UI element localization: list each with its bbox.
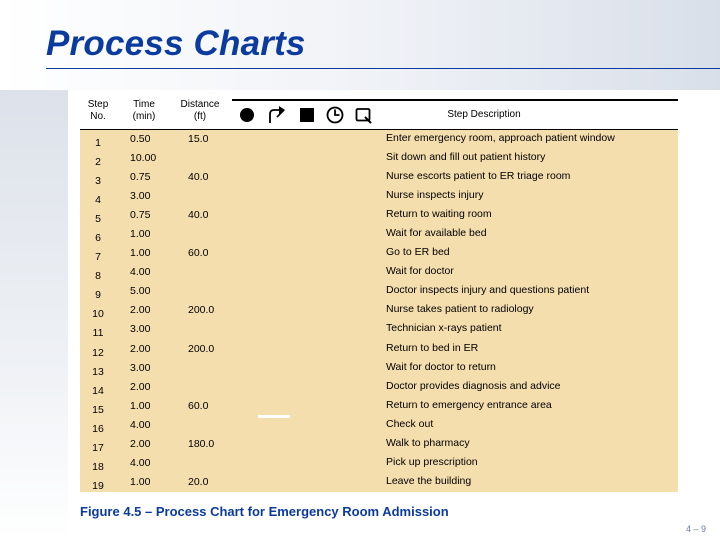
table-row [80, 397, 678, 416]
time-cell: 1.00 [130, 247, 151, 260]
description-cell: Leave the building [386, 474, 472, 487]
header-time-line1: Time [133, 99, 155, 110]
header-step-line2: No. [90, 111, 106, 122]
slide-title: Process Charts [46, 24, 306, 63]
table-row [80, 378, 678, 397]
time-cell: 4.00 [130, 418, 151, 431]
header-distance-line1: Distance [180, 99, 220, 110]
step-cell: 13 [92, 365, 104, 378]
operation-icon [236, 104, 258, 126]
description-cell: Technician x-rays patient [386, 322, 502, 335]
header-top-rule [232, 99, 678, 101]
time-cell: 2.00 [130, 380, 151, 393]
header-step-line1: Step [87, 99, 109, 110]
table-row [80, 168, 678, 187]
distance-cell: 60.0 [188, 247, 209, 260]
description-cell: Nurse escorts patient to ER triage room [386, 170, 571, 183]
table-row [80, 263, 678, 282]
step-cell: 12 [92, 346, 104, 359]
time-cell: 1.00 [130, 399, 151, 412]
step-cell: 10 [92, 308, 104, 321]
step-cell: 3 [95, 175, 101, 188]
step-cell: 18 [92, 460, 104, 473]
distance-cell: 40.0 [188, 171, 209, 184]
step-cell: 8 [95, 270, 101, 283]
description-cell: Doctor inspects injury and questions patient [386, 284, 590, 297]
time-cell: 2.00 [130, 342, 151, 355]
description-cell: Wait for doctor [386, 265, 454, 278]
distance-cell: 180.0 [188, 437, 215, 450]
description-cell: Go to ER bed [386, 246, 450, 259]
table-row [80, 187, 678, 206]
step-cell: 6 [95, 232, 101, 245]
step-cell: 4 [95, 194, 101, 207]
table-row [80, 454, 678, 473]
table-row [80, 130, 678, 149]
table-row [80, 244, 678, 263]
step-cell: 17 [92, 441, 104, 454]
header-distance [172, 99, 228, 131]
left-gradient-strip [0, 90, 68, 540]
distance-cell: 200.0 [188, 304, 215, 317]
time-cell: 4.00 [130, 266, 151, 279]
header-time-line2: (min) [132, 111, 156, 122]
table-row [80, 225, 678, 244]
step-cell: 14 [92, 384, 104, 397]
delay-icon [324, 104, 346, 126]
table-row [80, 359, 678, 378]
time-cell: 3.00 [130, 190, 151, 203]
description-cell: Enter emergency room, approach patient window [386, 132, 615, 144]
distance-cell: 20.0 [188, 475, 209, 488]
transportation-icon [266, 104, 288, 126]
distance-cell: 200.0 [188, 342, 215, 355]
header-step-description: Step Description [447, 109, 521, 120]
time-cell: 1.00 [130, 475, 151, 488]
storage-icon [352, 104, 374, 126]
table-row [80, 282, 678, 301]
description-cell: Return to waiting room [386, 208, 492, 221]
time-cell: 3.00 [130, 361, 151, 374]
time-cell: 10.00 [130, 152, 157, 165]
description-cell: Wait for doctor to return [386, 360, 496, 373]
step-cell: 7 [95, 251, 101, 264]
time-cell: 4.00 [130, 456, 151, 469]
step-cell: 11 [92, 327, 104, 340]
inspection-icon [296, 104, 318, 126]
description-cell: Check out [386, 417, 434, 430]
description-cell: Nurse inspects injury [386, 189, 484, 202]
table-row [80, 320, 678, 339]
table-row [80, 416, 678, 435]
time-cell: 3.00 [130, 323, 151, 336]
table-row [80, 206, 678, 225]
time-cell: 1.00 [130, 228, 151, 241]
description-cell: Pick up prescription [386, 455, 478, 468]
time-cell: 0.75 [130, 209, 151, 222]
description-cell: Wait for available bed [386, 227, 487, 240]
step-cell: 1 [95, 137, 101, 149]
description-cell: Return to emergency entrance area [386, 398, 552, 411]
figure-caption: Figure 4.5 – Process Chart for Emergency Room Admission [80, 504, 449, 519]
step-cell: 5 [95, 213, 101, 226]
table-row [80, 340, 678, 359]
step-cell: 16 [92, 422, 104, 435]
step-cell: 19 [92, 479, 104, 492]
table-row [80, 435, 678, 454]
time-cell: 0.50 [130, 133, 151, 145]
time-cell: 0.75 [130, 171, 151, 184]
header-distance-line2: (ft) [193, 111, 207, 122]
title-underline [46, 68, 720, 69]
description-cell: Nurse takes patient to radiology [386, 303, 534, 316]
time-cell: 2.00 [130, 304, 151, 317]
step-cell: 2 [95, 156, 101, 169]
distance-cell: 15.0 [188, 133, 209, 145]
step-cell: 15 [92, 403, 104, 416]
table-row [80, 473, 678, 492]
distance-cell: 40.0 [188, 209, 209, 222]
header-step-no [80, 99, 116, 131]
table-row [80, 149, 678, 168]
header-time [126, 99, 162, 131]
time-cell: 2.00 [130, 437, 151, 450]
table-row [80, 301, 678, 320]
distance-cell: 60.0 [188, 399, 209, 412]
time-cell: 5.00 [130, 285, 151, 298]
description-cell: Doctor provides diagnosis and advice [386, 379, 561, 392]
description-cell: Return to bed in ER [386, 341, 479, 354]
process-chart-table [80, 130, 678, 492]
description-cell: Sit down and fill out patient history [386, 151, 546, 164]
step-cell: 9 [95, 289, 101, 302]
page-number: 4 – 9 [685, 524, 706, 534]
description-cell: Walk to pharmacy [386, 436, 470, 449]
